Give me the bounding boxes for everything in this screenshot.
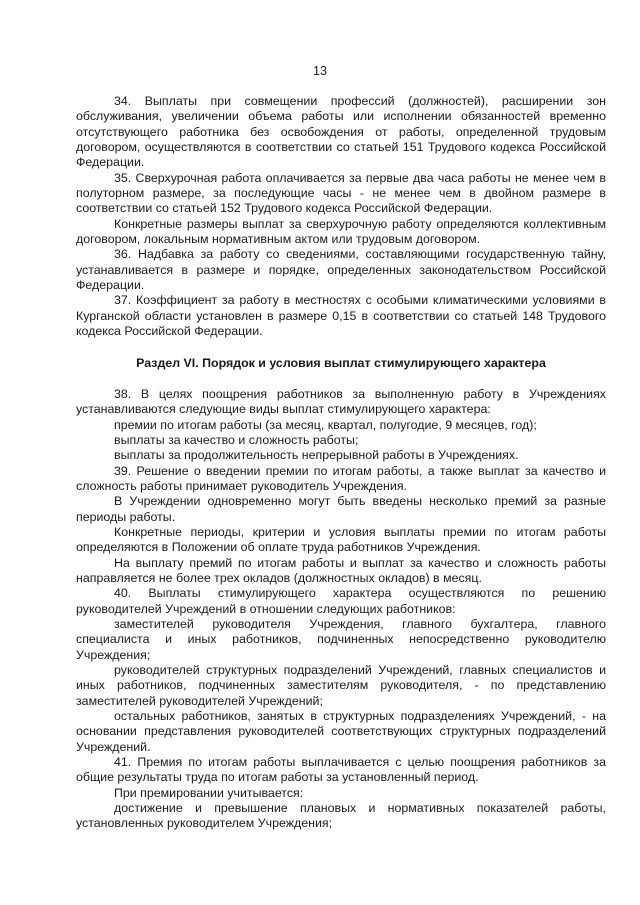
paragraph-34: 34. Выплаты при совмещении профессий (должностей), расширении зон обслуживания, увеличении объема работы или исполнении обязанностей временно отсутствующего работника без освобождения от работы, определенной трудовым договором, осуществляются в соответствии со статьей 151 Трудового кодекса Российской Федерации. xyxy=(76,94,606,170)
paragraph-37: 37. Коэффициент за работу в местностях с особыми климатическими условиями в Курганской области установлен в размере 0,15 в соответствии со статьей 148 Трудового кодекса Российской Федерации. xyxy=(76,293,606,339)
list-item-department-heads: руководителей структурных подразделений Учреждений, главных специалистов и иных работников, подчиненных заместителям руководителя, - по представлению заместителей руководителей Учреждений; xyxy=(76,663,606,708)
section-heading: Раздел VI. Порядок и условия выплат стимулирующего характера xyxy=(136,355,546,370)
list-item-bonus: премии по итогам работы (за месяц, квартал, полугодие, 9 месяцев, год); xyxy=(114,417,537,432)
paragraph-39: 39. Решение о введении премии по итогам работы, а также выплат за качество и сложность работы принимает руководитель Учреждения. xyxy=(76,463,606,493)
document-body xyxy=(76,94,606,832)
list-item-duration: выплаты за продолжительность непрерывной работы в Учреждениях. xyxy=(114,448,519,463)
paragraph-41-considered: При премировании учитывается: xyxy=(114,785,304,800)
paragraph-40: 40. Выплаты стимулирующего характера осуществляются по решению руководителей Учреждений в отношении следующих работников: xyxy=(76,586,606,616)
list-item-deputies: заместителей руководителя Учреждения, главного бухгалтера, главного специалиста и иных работников, подчиненных непосредственно руководителю Учреждения; xyxy=(76,617,606,662)
paragraph-38: 38. В целях поощрения работников за выполненную работу в Учреждениях устанавливаются следующие виды выплат стимулирующего характера: xyxy=(76,386,606,417)
list-item-other-staff: остальных работников, занятых в структурных подразделениях Учреждений, - на основании представления руководителей соответствующих структурных подразделений Учреждений. xyxy=(76,709,606,754)
page-number: 13 xyxy=(313,64,327,78)
paragraph-39-criteria: Конкретные периоды, критерии и условия выплаты премии по итогам работы определяются в Положении об оплате труда работников Учреждения. xyxy=(76,524,606,555)
list-item-quality: выплаты за качество и сложность работы; xyxy=(114,432,359,447)
paragraph-39-limit: На выплату премий по итогам работы и выплат за качество и сложность работы направляется не более трех окладов (должностных окладов) в месяц. xyxy=(76,555,606,585)
paragraph-36: 36. Надбавка за работу со сведениями, составляющими государственную тайну, устанавливается в размере и порядке, определенных законодательством Российской Федерации. xyxy=(76,247,606,293)
paragraph-35: 35. Сверхурочная работа оплачивается за первые два часа работы не менее чем в полуторном размере, за последующие часы - не менее чем в двойном размере в соответствии со статьей 152 Трудового кодекса Российской Федерации. xyxy=(76,170,606,216)
list-item-achievement: достижение и превышение плановых и нормативных показателей работы, установленных руководителем Учреждения; xyxy=(76,801,606,831)
paragraph-39-multiple-bonuses: В Учреждении одновременно могут быть введены несколько премий за разные периоды работы. xyxy=(76,494,606,524)
paragraph-41: 41. Премия по итогам работы выплачивается с целью поощрения работников за общие результаты труда по итогам работы за установленный период. xyxy=(76,755,606,785)
paragraph-35-overtime-amounts: Конкретные размеры выплат за сверхурочную работу определяются коллективным договором, локальным нормативным актом или трудовым договором. xyxy=(76,216,606,247)
